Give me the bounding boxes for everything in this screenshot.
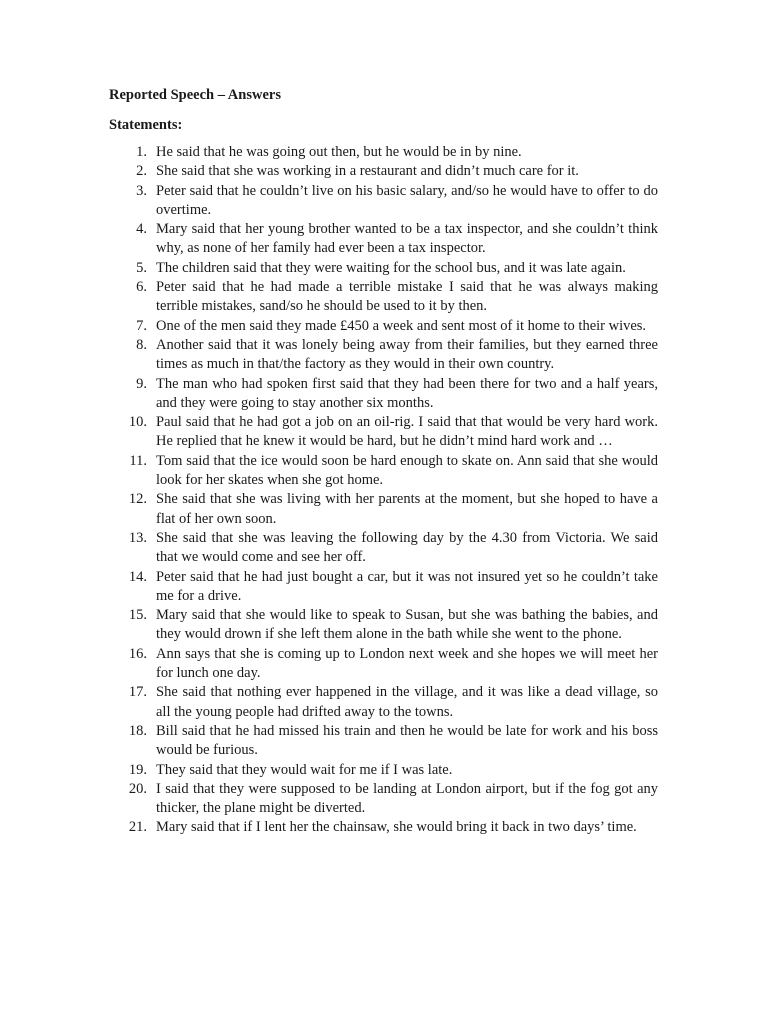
- item-number: 16.: [128, 645, 147, 662]
- item-text: Mary said that she would like to speak to Susan, but she was bathing the babies, and they would drown if she left them alone in the bath while she went to the phone.: [156, 607, 658, 643]
- list-item: [109, 568, 658, 607]
- list-item: [109, 143, 658, 162]
- list-item: [109, 220, 658, 259]
- item-text: Tom said that the ice would soon be hard enough to skate on. Ann said that she would look for her skates when she got home.: [156, 452, 658, 489]
- item-number: 1.: [136, 144, 147, 160]
- item-text: Paul said that he had got a job on an oil-rig. I said that that would be very hard work. He replied that he knew it would be hard, but he didn’t mind hard work and …: [156, 414, 658, 450]
- list-item: [109, 606, 658, 645]
- item-number: 10.: [128, 414, 147, 431]
- list-item: [109, 317, 658, 336]
- list-item: [109, 375, 658, 414]
- item-number: 3.: [136, 182, 147, 199]
- item-number: 6.: [136, 279, 147, 296]
- item-text: Mary said that if I lent her the chainsaw, she would bring it back in two days’ time.: [156, 819, 637, 836]
- item-text: I said that they were supposed to be landing at London airport, but if the fog got any thicker, the plane might be diverted.: [156, 780, 658, 817]
- item-text: She said that nothing ever happened in the village, and it was like a dead village, so all the young people had drifted away to the towns.: [156, 684, 658, 720]
- list-item: [109, 529, 658, 568]
- list-item: [109, 278, 658, 317]
- item-text: She said that she was working in a restaurant and didn’t much care for it.: [156, 163, 579, 180]
- item-number: 17.: [128, 684, 147, 701]
- item-text: Ann says that she is coming up to London next week and she hopes we will meet her for lunch one day.: [156, 645, 658, 682]
- list-item: [109, 162, 658, 181]
- item-number: 11.: [129, 452, 147, 469]
- list-item: [109, 452, 658, 491]
- list-item: [109, 490, 658, 529]
- list-item: [109, 780, 658, 819]
- item-number: 8.: [136, 336, 147, 353]
- item-number: 13.: [128, 529, 147, 546]
- item-number: 4.: [136, 221, 147, 238]
- item-text: Peter said that he couldn’t live on his basic salary, and/so he would have to offer to do overtime.: [156, 182, 658, 218]
- item-number: 9.: [136, 375, 147, 392]
- item-text: The children said that they were waiting for the school bus, and it was late again.: [156, 259, 626, 276]
- item-text: Peter said that he had just bought a car, but it was not insured yet so he couldn’t take me for a drive.: [156, 568, 658, 604]
- document-page: [109, 86, 658, 838]
- item-number: 2.: [136, 163, 147, 180]
- item-number: 20.: [128, 780, 147, 797]
- document-title: Reported Speech – Answers: [109, 87, 281, 103]
- list-item: [109, 182, 658, 221]
- list-item: [109, 413, 658, 452]
- list-item: [109, 761, 658, 780]
- item-text: She said that she was leaving the following day by the 4.30 from Victoria. We said that we would come and see her off.: [156, 529, 658, 566]
- item-text: One of the men said they made £450 a week and sent most of it home to their wives.: [156, 317, 647, 334]
- item-text: He said that he was going out then, but he would be in by nine.: [156, 144, 522, 160]
- item-number: 21.: [128, 819, 147, 836]
- item-text: Another said that it was lonely being away from their families, but they earned three times as much in that/the factory as they would in their own country.: [156, 336, 658, 373]
- item-number: 19.: [128, 761, 147, 778]
- list-item: [109, 645, 658, 684]
- item-number: 12.: [128, 491, 147, 508]
- item-number: 7.: [136, 317, 147, 334]
- item-text: Mary said that her young brother wanted to be a tax inspector, and she couldn’t think why, as none of her family had ever been a tax inspector.: [156, 221, 658, 257]
- list-item: [109, 336, 658, 375]
- item-number: 18.: [128, 722, 147, 739]
- item-number: 14.: [128, 568, 147, 585]
- item-text: She said that she was living with her parents at the moment, but she hoped to have a flat of her own soon.: [156, 491, 658, 527]
- list-item: [109, 818, 658, 837]
- item-number: 5.: [136, 259, 147, 276]
- section-heading: Statements:: [109, 117, 183, 133]
- item-text: They said that they would wait for me if I was late.: [156, 761, 453, 778]
- item-number: 15.: [128, 607, 147, 624]
- list-item: [109, 259, 658, 278]
- list-item: [109, 683, 658, 722]
- item-text: Bill said that he had missed his train and then he would be late for work and his boss would be furious.: [156, 722, 658, 759]
- answers-list: [109, 143, 658, 838]
- item-text: The man who had spoken first said that they had been there for two and a half years, and they were going to stay another six months.: [156, 375, 658, 411]
- item-text: Peter said that he had made a terrible mistake I said that he was always making terrible mistakes, sand/so he should be used to it by then.: [156, 279, 658, 315]
- list-item: [109, 722, 658, 761]
